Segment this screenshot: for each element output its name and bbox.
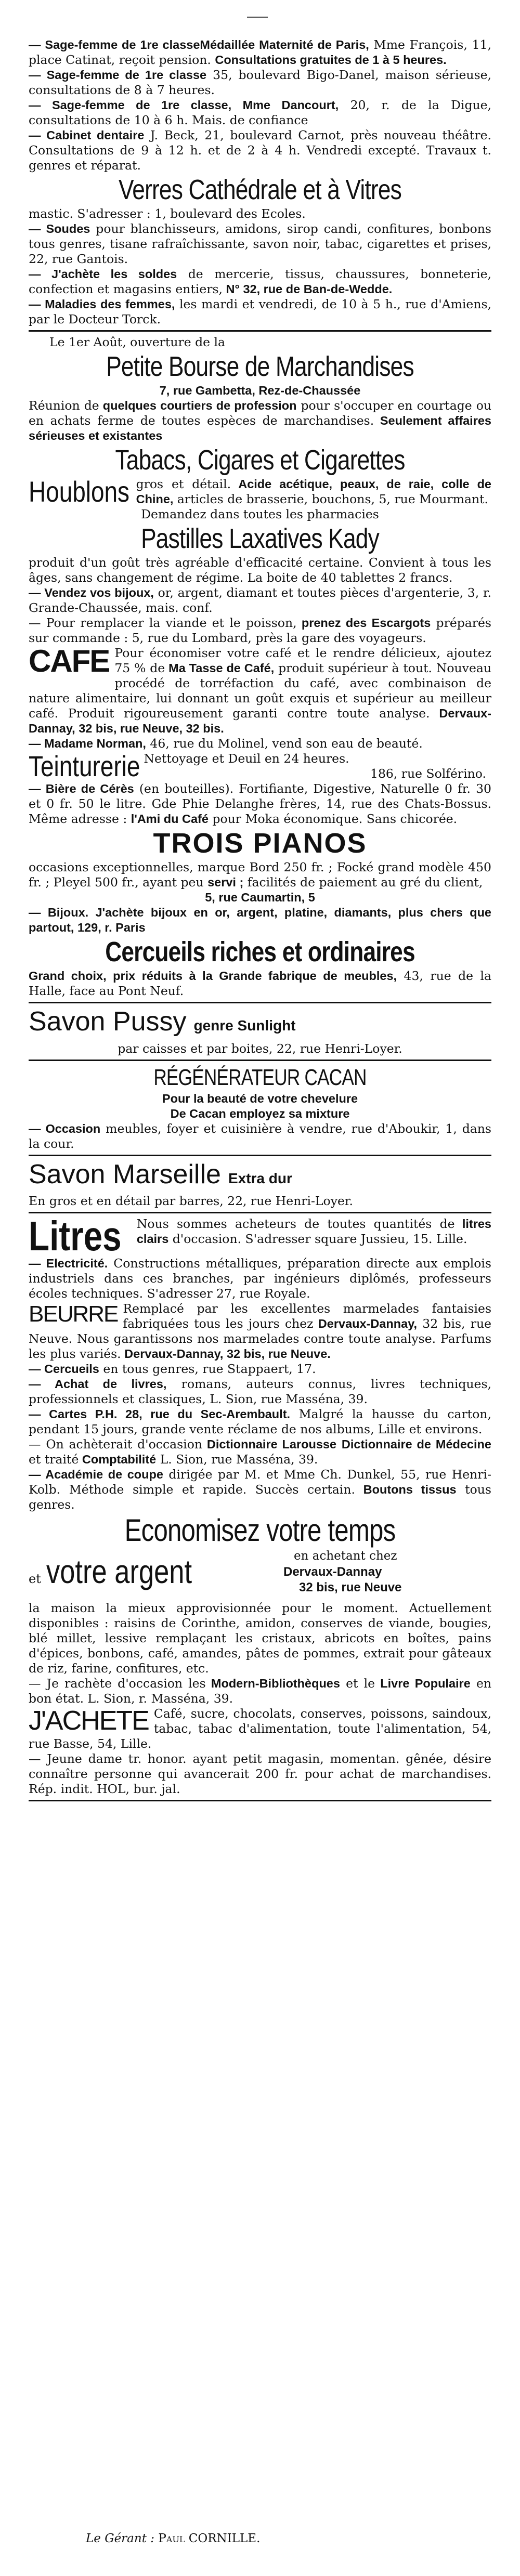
ad-title: Tabacs, Cigares et Cigarettes [115, 444, 405, 476]
ad-highlight: l'Ami du Café [131, 812, 209, 826]
ad-highlight: Dictionnaire Larousse [202, 1437, 337, 1451]
ad-body: 32 bis, rue Neuve. Nous garantissons nos marmelades contre toute analyse. Parfums les plus variés. [29, 1316, 491, 1361]
ad-body: L. Sion, rue Masséna, 39. [156, 1452, 318, 1467]
ad-academie-coupe [29, 1467, 491, 1512]
ad-lead: — Electricité. [29, 1257, 108, 1270]
ad-lead: — Bière de Cérès [29, 782, 134, 795]
ad-occasion-meubles [29, 1121, 491, 1152]
footer-label: Le Gérant : [86, 2532, 155, 2545]
ad-lead: — Académie de coupe [29, 1468, 163, 1481]
ad-highlight: Consultations gratuites de 1 à 5 heures. [215, 53, 447, 67]
divider [29, 1060, 491, 1061]
ad-title: Savon Marseille [29, 1159, 221, 1189]
ad-dropcap: BEURRE [29, 1301, 118, 1327]
ad-cacan [29, 1064, 491, 1121]
ad-title: Verres Cathédrale et à Vitres [119, 174, 401, 205]
ad-body: Remplacé par les excellentes marmelades fantaisies fabriquées tous les jours chez [123, 1301, 491, 1331]
ad-lead: — Madame Norman, [29, 737, 146, 750]
ad-achat-livres [29, 1377, 491, 1407]
ad-highlight: Comptabilité [79, 1453, 157, 1466]
ad-escargots [29, 616, 491, 646]
ad-highlight: Dervaux-Dannay, [313, 1317, 418, 1330]
ad-biere [29, 781, 491, 827]
ad-body: 54, rue Basse, 54, Lille. [29, 1721, 491, 1751]
ad-body: en tous genres, rue Stappaert, 17. [99, 1362, 316, 1376]
ad-highlight: Pour la beauté de votre chevelure [162, 1092, 358, 1105]
ad-pastilles [29, 522, 491, 585]
ad-body: Constructions métalliques, préparation directe aux emplois industriels dans ces branches, par ingénieurs diplômés, professeurs écoles techniques. S'adresser 27, rue Royale. [29, 1256, 491, 1301]
ad-highlight: — Bijoux. J'achète bijoux en or, argent, platine, diamants, plus chers que partout, 129, r. Paris [29, 906, 491, 934]
ad-petite-bourse [29, 335, 491, 443]
ad-body: dirigée par M. et Mme Ch. Dunkel, 55, rue Henri-Kolb. Méthode simple et rapide. Succès certain. [29, 1467, 491, 1497]
ad-highlight: Dervaux-Dannay, 32 bis, rue Neuve. [121, 1347, 331, 1361]
ad-cafe [29, 646, 491, 736]
ad-body: facilités de paiement au gré du client, [243, 875, 483, 890]
ad-title: votre argent [46, 1553, 192, 1590]
ad-lead: — Sage-femme de 1re classe, [29, 98, 232, 112]
divider [29, 1155, 491, 1156]
ad-body: Réunion de [29, 398, 99, 413]
ad-tag: Extra dur [228, 1170, 292, 1186]
ad-highlight: N° 32, rue de Ban-de-Wedde. [223, 282, 393, 296]
ad-body: Café, sucre, chocolats, conserves, poissons, saindoux, tabac, tabac d'alimentation, toute l'alimentation, [153, 1706, 491, 1736]
ad-highlight: Livre Populaire [375, 1677, 471, 1690]
ad-cartes [29, 1407, 491, 1437]
ad-body: articles de brasserie, bouchons, 5, rue Mourmant. [173, 492, 489, 506]
ad-title: Houblons [29, 475, 130, 508]
ad-electricite [29, 1256, 491, 1301]
ad-highlight: Mme Dancourt, [231, 98, 339, 112]
ad-dropcap: CAFE [29, 644, 110, 678]
ad-body: par caisses et par boites, 22, rue Henri-Loyer. [118, 1041, 402, 1056]
ad-lead: — Soudes [29, 222, 90, 236]
ad-beurre [29, 1301, 491, 1362]
ad-title: Petite Bourse de Marchandises [106, 351, 414, 382]
ad-highlight: litres clairs [136, 1217, 491, 1246]
ad-body: produit supérieur à tout. Nouveau procédé de torréfaction du café, avec combinaison de nature alimentaire, lui donnant un goût exquis et supérieur au meilleur café. Produit rigoureusement garanti contre toute analyse. [29, 661, 492, 721]
ad-sage-femme-3 [29, 98, 491, 128]
ad-body: mastic. S'adresser : 1, boulevard des Ecoles. [29, 206, 306, 221]
ad-body: la maison la mieux approvisionnée pour le moment. Actuellement disponibles : raisins de Corinthe, amidon, conserves de viande, bougies, blé millet, lessive remplaçant les cristaux, abricots en boîtes, pains d'épices, bonbons, café, amandes, pâtes de pommes, extrait pour gâteaux de riz, farine, confitures, etc. [29, 1601, 491, 1676]
ad-tabacs [29, 443, 491, 477]
ad-highlight: De Cacan employez sa mixture [170, 1107, 350, 1120]
ad-body: J. Beck, 21, boulevard Carnot, près nouveau théâtre. Consultations de 9 à 12 h. et de 2 à 4 h. Vendredi excepté. Travaux t. genres et réparat. [29, 128, 491, 173]
ad-pianos [29, 827, 491, 905]
ad-body: d'occasion. S'adresser square Jussieu, 15. Lille. [168, 1232, 467, 1246]
ad-body: Mme François, 11, place Catinat, reçoit pension. [29, 37, 491, 67]
ad-highlight: Dervaux-Dannay [283, 1565, 382, 1579]
footer-name: Paul CORNILLE. [158, 2532, 261, 2545]
classified-column [29, 21, 491, 1804]
ad-body: Nettoyage et Deuil en 24 heures. [144, 751, 349, 766]
ad-achete [29, 1706, 491, 1751]
ad-body: — Pour remplacer la viande et le poisson, [29, 616, 297, 630]
ad-highlight: Seulement affaires sérieuses et existantes [29, 414, 491, 442]
page-footer [86, 2532, 260, 2545]
ad-address: 186, rue Solférino. [370, 766, 486, 781]
ad-title: Economisez votre temps [124, 1513, 396, 1548]
top-rule-mark [247, 4, 268, 18]
ad-body: — On achèterait d'occasion [29, 1437, 202, 1452]
ad-vendez-bijoux [29, 585, 491, 616]
ad-body: Nous sommes acheteurs de toutes quantités de [136, 1217, 455, 1231]
ad-title: Savon Pussy [29, 1006, 187, 1037]
ad-title: Pastilles Laxatives Kady [141, 523, 379, 554]
ad-lead: — Sage-femme de 1re classe [29, 68, 207, 82]
ad-highlight: Grand choix, prix réduits à la Grande fabrique de meubles, [29, 969, 397, 983]
ad-lead: — Cercueils [29, 1362, 99, 1376]
ad-verres [29, 173, 491, 221]
ad-economisez-row [29, 1549, 491, 1601]
ad-body: et le [340, 1676, 375, 1691]
ad-highlight: Modern-Bibliothèques [205, 1677, 340, 1690]
ad-lead: — Cabinet dentaire [29, 128, 145, 142]
ad-et: et [29, 1572, 41, 1586]
ad-body: — Je rachète d'occasion les [29, 1676, 206, 1691]
ad-body: produit d'un goût très agréable d'efficacité certaine. Convient à tous les âges, sans changement de régime. La boite de 40 tablettes 2 francs. [29, 555, 491, 585]
ad-title: Cercueils riches et ordinaires [105, 936, 415, 967]
ad-body: 35, boulevard Bigo-Danel, maison sérieuse, consultations de 8 à 7 heures. [29, 68, 492, 97]
ad-highlight: Acide acétique, peaux, de raie, colle de Chine, [136, 477, 491, 506]
ad-soldes [29, 267, 491, 297]
ad-body: — Jeune dame tr. honor. ayant petit magasin, momentan. gênée, désire connaître personne qui avancerait 200 fr. pour achat de marchandises. Rép. indit. HOL, bur. jal. [29, 1751, 491, 1796]
ad-body: (en bouteilles). Fortifiante, Digestive, Naturelle 0 fr. 30 et 0 fr. 50 le litre. Gde Phie Delanghe frères, 14, rue des Chats-Bossus. Même adresse : [29, 781, 491, 826]
ad-lead: — J'achète les soldes [29, 267, 177, 281]
ad-larousse [29, 1437, 491, 1467]
ad-lead: — Sage-femme de 1re classe [29, 38, 200, 51]
ad-title: Litres [29, 1213, 122, 1259]
ad-highlight: prenez des Escargots [296, 616, 431, 630]
ad-dropcap: J'ACHETE [29, 1706, 149, 1736]
ad-body: romans, auteurs connus, livres techniques, professionnels et classiques, L. Sion, rue Masséna, 39. [29, 1377, 491, 1406]
ad-body: en achetant chez [294, 1549, 397, 1563]
ad-body: pour s'occuper en courtage ou en achats ferme de toutes espèces de marchandises. [29, 398, 492, 428]
ad-body: en bon état. L. Sion, r. Masséna, 39. [29, 1676, 491, 1706]
ad-highlight: servi ; [207, 875, 244, 889]
ad-body: pour Moka économique. Sans chicorée. [208, 812, 458, 826]
ad-body: les mardi et vendredi, de 10 à 5 h., rue d'Amiens, par le Docteur Torck. [29, 297, 491, 326]
ad-body: or, argent, diamant et toutes pièces d'argenterie, 3, r. Grande-Chaussée, mais. conf. [29, 585, 492, 615]
ad-teinturerie [29, 751, 491, 781]
ad-houblons [29, 477, 491, 507]
ad-pre: Le 1er Août, ouverture de la [49, 335, 226, 349]
ad-highlight: Dictionnaire de Médecine [341, 1437, 491, 1451]
ad-jeune-dame [29, 1751, 491, 1797]
ad-bibliotheques [29, 1676, 491, 1706]
ad-body: occasions exceptionnelles, marque Bord 250 fr. ; Focké grand modèle 450 fr. ; Pleyel 500 fr., ayant peu [29, 860, 491, 890]
ad-body: tous genres. [29, 1482, 491, 1512]
ad-cabinet-dentaire [29, 128, 491, 173]
ad-tag: genre Sunlight [193, 1017, 296, 1034]
ad-lead: — Occasion [29, 1122, 101, 1135]
ad-title: Teinturerie [29, 750, 140, 782]
ad-savon-pussy [29, 1006, 491, 1056]
ad-body: meubles, foyer et cuisinière à vendre, rue d'Aboukir, 1, dans la cour. [29, 1121, 491, 1151]
ad-lead: — Vendez vos bijoux, [29, 586, 154, 599]
ad-norman [29, 736, 491, 751]
ad-lead: — Achat de livres, [29, 1377, 167, 1391]
ad-body: 46, rue du Molinel, vend son eau de beauté. [146, 736, 423, 751]
ad-body: gros et détail. [136, 477, 231, 491]
ad-soudes [29, 221, 491, 267]
ad-cercueils-2 [29, 1362, 491, 1377]
ad-title: RÉGÉNÉRATEUR CACAN [153, 1065, 367, 1090]
ad-body: et traité [29, 1452, 79, 1467]
ad-pharmacies-note: Demandez dans toutes les pharmacies [141, 507, 379, 521]
ad-body: préparés sur commande : 5, rue du Lombard, près la gare des voyageurs. [29, 616, 491, 645]
ad-maladies [29, 297, 491, 327]
ad-body: En gros et en détail par barres, 22, rue Henri-Loyer. [29, 1194, 354, 1208]
ad-highlight: quelques courtiers de profession [99, 399, 297, 412]
ad-cercueils [29, 935, 491, 999]
ad-litres [29, 1213, 491, 1259]
ad-address: 7, rue Gambetta, Rez-de-Chaussée [159, 384, 361, 397]
divider [29, 1002, 491, 1003]
ad-body: Pour économiser votre café et le rendre délicieux, ajoutez 75 % de [114, 646, 491, 675]
ad-highlight: Médaillée Maternité de Paris, [200, 38, 369, 51]
ad-body: Malgré la hausse du carton, pendant 15 jours, grande vente réclame de nos albums, Lille et environs. [29, 1407, 491, 1436]
ad-economisez [29, 1512, 491, 1676]
divider [29, 330, 491, 332]
ad-lead: — Maladies des femmes, [29, 297, 175, 311]
ad-highlight: Boutons tissus [355, 1483, 457, 1496]
ad-highlight: Dervaux-Dannay, 32 bis, rue Neuve, 32 bis. [29, 707, 491, 735]
ad-address: 5, rue Caumartin, 5 [205, 891, 315, 904]
ad-highlight: Ma Tasse de Café, [165, 661, 275, 675]
ad-body: 20, r. de la Digue, consultations de 10 à 6 h. Mais. de confiance [29, 98, 491, 127]
ad-bijoux-achat [29, 905, 491, 935]
ad-body: de mercerie, tissus, chaussures, bonneterie, confection et magasins entiers, [29, 267, 491, 296]
ad-body: 43, rue de la Halle, face au Pont Neuf. [29, 969, 491, 998]
ad-savon-marseille [29, 1159, 491, 1209]
ad-sage-femme-1 [29, 37, 491, 68]
divider [29, 1800, 491, 1801]
ad-lead: — Cartes P.H. 28, rue du Sec-Arembault. [29, 1407, 291, 1421]
ad-title: TROIS PIANOS [153, 828, 367, 859]
ad-body: pour blanchisseurs, amidons, sirop candi, confitures, bonbons tous genres, tisane rafraîchissante, savon noir, tabac, cigarettes et prises, 22, rue Gantois. [29, 221, 491, 266]
ad-sage-femme-2 [29, 68, 491, 98]
ad-highlight: 32 bis, rue Neuve [299, 1580, 402, 1594]
